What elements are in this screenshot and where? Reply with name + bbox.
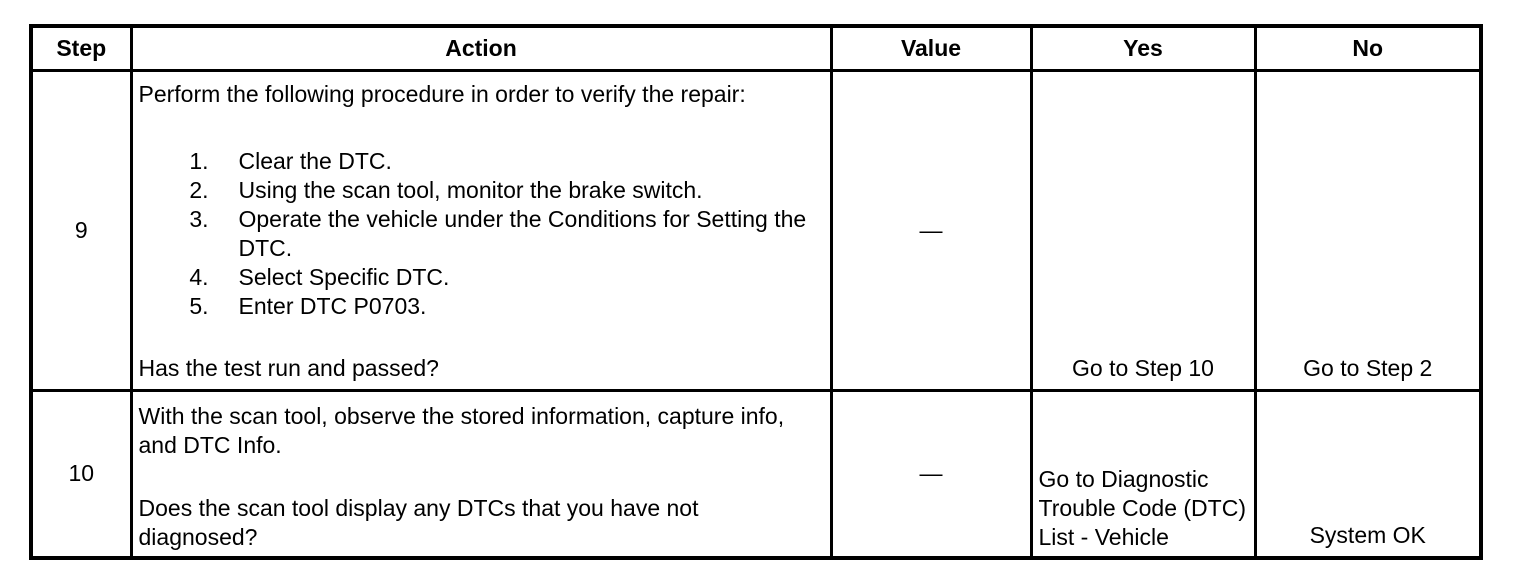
header-step: Step	[31, 26, 131, 70]
action-intro: With the scan tool, observe the stored information, capture info, and DTC Info.	[138, 402, 785, 458]
no-result: System OK	[1309, 522, 1426, 548]
header-action: Action	[131, 26, 831, 70]
action-cell	[131, 390, 831, 558]
list-item-number: 4.	[189, 263, 209, 290]
header-value: Value	[831, 26, 1031, 70]
table-row	[31, 390, 1481, 558]
header-no: No	[1255, 26, 1481, 70]
list-item-text: Operate the vehicle under the Conditions for Setting the DTC.	[238, 205, 807, 261]
list-item-text: Clear the DTC.	[238, 147, 392, 174]
yes-cell	[1031, 70, 1255, 390]
action-intro: Perform the following procedure in order to verify the repair:	[138, 80, 746, 107]
list-item-number: 2.	[189, 176, 209, 203]
value-dash: —	[919, 216, 943, 243]
action-question: Has the test run and passed?	[138, 354, 439, 381]
list-item-text: Using the scan tool, monitor the brake switch.	[238, 176, 703, 203]
list-item-text: Select Specific DTC.	[238, 263, 450, 290]
list-item-number: 3.	[189, 205, 209, 232]
list-item	[139, 292, 824, 321]
list-item	[139, 176, 824, 205]
no-cell	[1255, 70, 1481, 390]
value-cell	[831, 70, 1031, 390]
yes-result: Go to Step 10	[1072, 354, 1214, 381]
list-item	[139, 205, 824, 263]
procedure-list	[139, 147, 824, 321]
header-yes: Yes	[1031, 26, 1255, 70]
list-item	[139, 147, 824, 176]
step-number: 10	[31, 390, 131, 558]
yes-cell	[1031, 390, 1255, 558]
no-result: Go to Step 2	[1303, 354, 1433, 381]
list-item	[139, 263, 824, 292]
diagnostic-table	[29, 24, 1483, 560]
table-row	[31, 70, 1481, 390]
list-item-number: 1.	[189, 147, 209, 174]
no-cell	[1255, 390, 1481, 558]
value-dash: —	[919, 460, 943, 487]
list-item-text: Enter DTC P0703.	[238, 292, 427, 319]
action-question: Does the scan tool display any DTCs that you have not diagnosed?	[138, 495, 699, 550]
yes-result: Go to Diagnostic Trouble Code (DTC) List - Vehicle	[1038, 466, 1246, 550]
action-cell	[131, 70, 831, 390]
list-item-number: 5.	[189, 292, 209, 319]
value-cell	[831, 390, 1031, 558]
step-number: 9	[31, 70, 131, 390]
header-row	[31, 26, 1481, 70]
